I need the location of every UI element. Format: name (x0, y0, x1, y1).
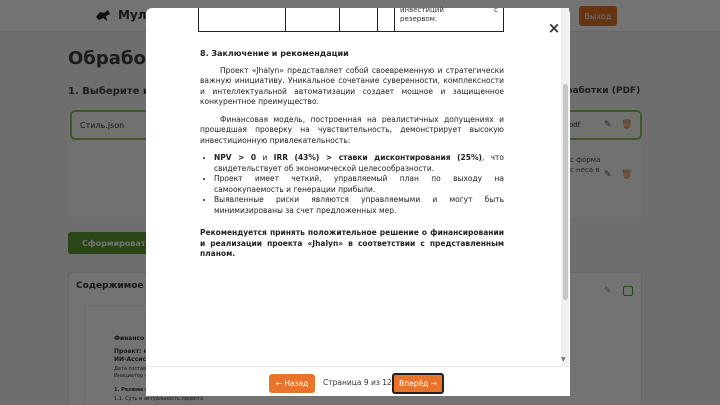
document-page (200, 49, 504, 267)
scrollbar-thumb[interactable] (563, 84, 568, 300)
findings-list (200, 153, 504, 216)
list-item: • Выявленные риски являются управляемыми и могут быть минимизированы за счет предложенных мер. (214, 195, 504, 216)
section-title: 8. Заключение и рекомендации (200, 49, 349, 58)
scroll-down-icon[interactable]: ▼ (561, 356, 566, 363)
previous-page-button[interactable]: ← Назад (269, 374, 315, 393)
table-cell-text: с (494, 6, 498, 14)
paragraph: Финансовая модель, построенная на реалистичных допущениях и прошедшая проверку на чувствительность, демонстрирует высокую инвестиционную привлекательность: (200, 114, 504, 145)
page-indicator: Страница 9 из 12 (323, 378, 392, 387)
table-cell-text: резервом. (400, 15, 438, 23)
document-table (198, 8, 504, 32)
recommendation: Рекомендуется принять положительное решение о финансировании и реализации проекта «Jhalyn» в соответствии с представленным планом. (200, 228, 504, 258)
table-cell-text: инвестиций (400, 6, 444, 14)
paragraph: Проект «Jhalyn» представляет собой своевременную и стратегически важную инициативу. Уникальное сочетание суверенности, комплексности и интеллектуальной автоматизации создает мощное и защищенное конкурентное преимущество. (200, 65, 504, 106)
list-item: • Проект имеет четкий, управляемый план по выходу на самоокупаемость и генерации прибыли. (214, 174, 504, 195)
list-item: • NPV > 0 и IRR (43%) > ставки дисконтирования (25%), что свидетельствует об экономической целесообразности. (214, 153, 504, 174)
close-icon[interactable]: × (547, 19, 561, 37)
next-page-button[interactable]: Вперёд → (392, 373, 444, 394)
